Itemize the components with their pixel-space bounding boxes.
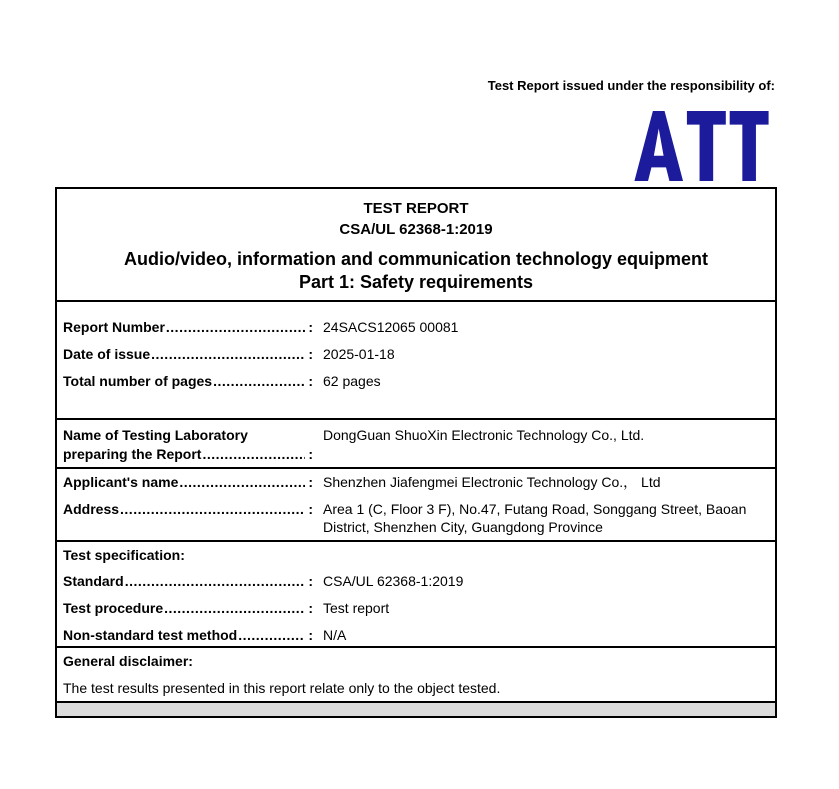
standard-value: CSA/UL 62368-1:2019 <box>323 573 464 589</box>
report-number-label: Report Number <box>63 319 165 335</box>
dot-leader <box>202 445 305 464</box>
title-section <box>57 189 775 300</box>
colon: : <box>308 474 313 490</box>
applicant-name-value: Shenzhen Jiafengmei Electronic Technology Co.， Ltd <box>323 474 661 490</box>
dot-leader <box>125 572 306 590</box>
colon: : <box>308 573 313 589</box>
non-standard-method-label: Non-standard test method <box>63 627 238 643</box>
report-info-section <box>57 300 775 418</box>
dot-leader <box>151 345 305 363</box>
general-disclaimer-section <box>57 646 775 701</box>
colon: : <box>308 501 313 517</box>
dot-leader <box>164 599 305 617</box>
applicant-address-value: Area 1 (C, Floor 3 F), No.47, Futang Road, Songgang Street, Baoan District, Shenzhen City, Guangdong Province <box>323 501 747 535</box>
dot-leader <box>166 318 305 336</box>
date-of-issue-value: 2025-01-18 <box>323 346 395 362</box>
applicant-address-row <box>63 500 769 536</box>
att-logo <box>633 111 770 181</box>
test-procedure-row <box>63 599 769 617</box>
colon: : <box>308 446 313 462</box>
dot-leader <box>120 500 305 536</box>
dot-leader <box>238 626 305 644</box>
total-pages-value: 62 pages <box>323 373 381 389</box>
scope-title-line2: Part 1: Safety requirements <box>298 272 534 292</box>
dot-leader <box>179 473 305 491</box>
laboratory-row <box>63 426 769 464</box>
test-specification-heading: Test specification: <box>63 547 185 563</box>
issuer-statement: Test Report issued under the responsibility of: <box>487 78 775 93</box>
non-standard-method-value: N/A <box>323 627 347 643</box>
standard-code-title: CSA/UL 62368-1:2019 <box>339 221 493 238</box>
colon: : <box>308 627 313 643</box>
total-pages-row <box>63 372 769 390</box>
applicant-name-label: Applicant's name <box>63 474 179 490</box>
colon: : <box>308 600 313 616</box>
dot-leader <box>213 372 305 390</box>
scope-title-line1: Audio/video, information and communication technology equipment <box>123 249 708 269</box>
applicant-section <box>57 467 775 540</box>
general-disclaimer-heading: General disclaimer: <box>63 653 193 669</box>
colon: : <box>308 346 313 362</box>
test-procedure-label: Test procedure <box>63 600 164 616</box>
total-pages-label: Total number of pages <box>63 373 213 389</box>
shaded-empty-row <box>57 701 775 716</box>
att-logo-letters <box>634 111 768 181</box>
date-of-issue-label: Date of issue <box>63 346 151 362</box>
general-disclaimer-text: The test results presented in this report relate only to the object tested. <box>63 680 501 696</box>
laboratory-section <box>57 418 775 467</box>
applicant-address-label: Address <box>63 501 120 517</box>
colon: : <box>308 319 313 335</box>
laboratory-label-line1: Name of Testing Laboratory <box>63 427 248 443</box>
laboratory-value: DongGuan ShuoXin Electronic Technology Co., Ltd. <box>323 427 645 443</box>
test-specification-section <box>57 540 775 646</box>
non-standard-method-row <box>63 626 769 644</box>
standard-label: Standard <box>63 573 124 589</box>
report-number-row <box>63 318 769 336</box>
colon: : <box>308 373 313 389</box>
laboratory-label-line2: preparing the Report <box>63 446 202 462</box>
att-logo-graphic <box>633 111 770 181</box>
report-number-value: 24SACS12065 00081 <box>323 319 459 335</box>
applicant-name-row <box>63 473 769 491</box>
standard-row <box>63 572 769 590</box>
date-of-issue-row <box>63 345 769 363</box>
doc-type-title: TEST REPORT <box>363 200 469 217</box>
test-procedure-value: Test report <box>323 600 390 616</box>
report-table <box>55 187 777 718</box>
